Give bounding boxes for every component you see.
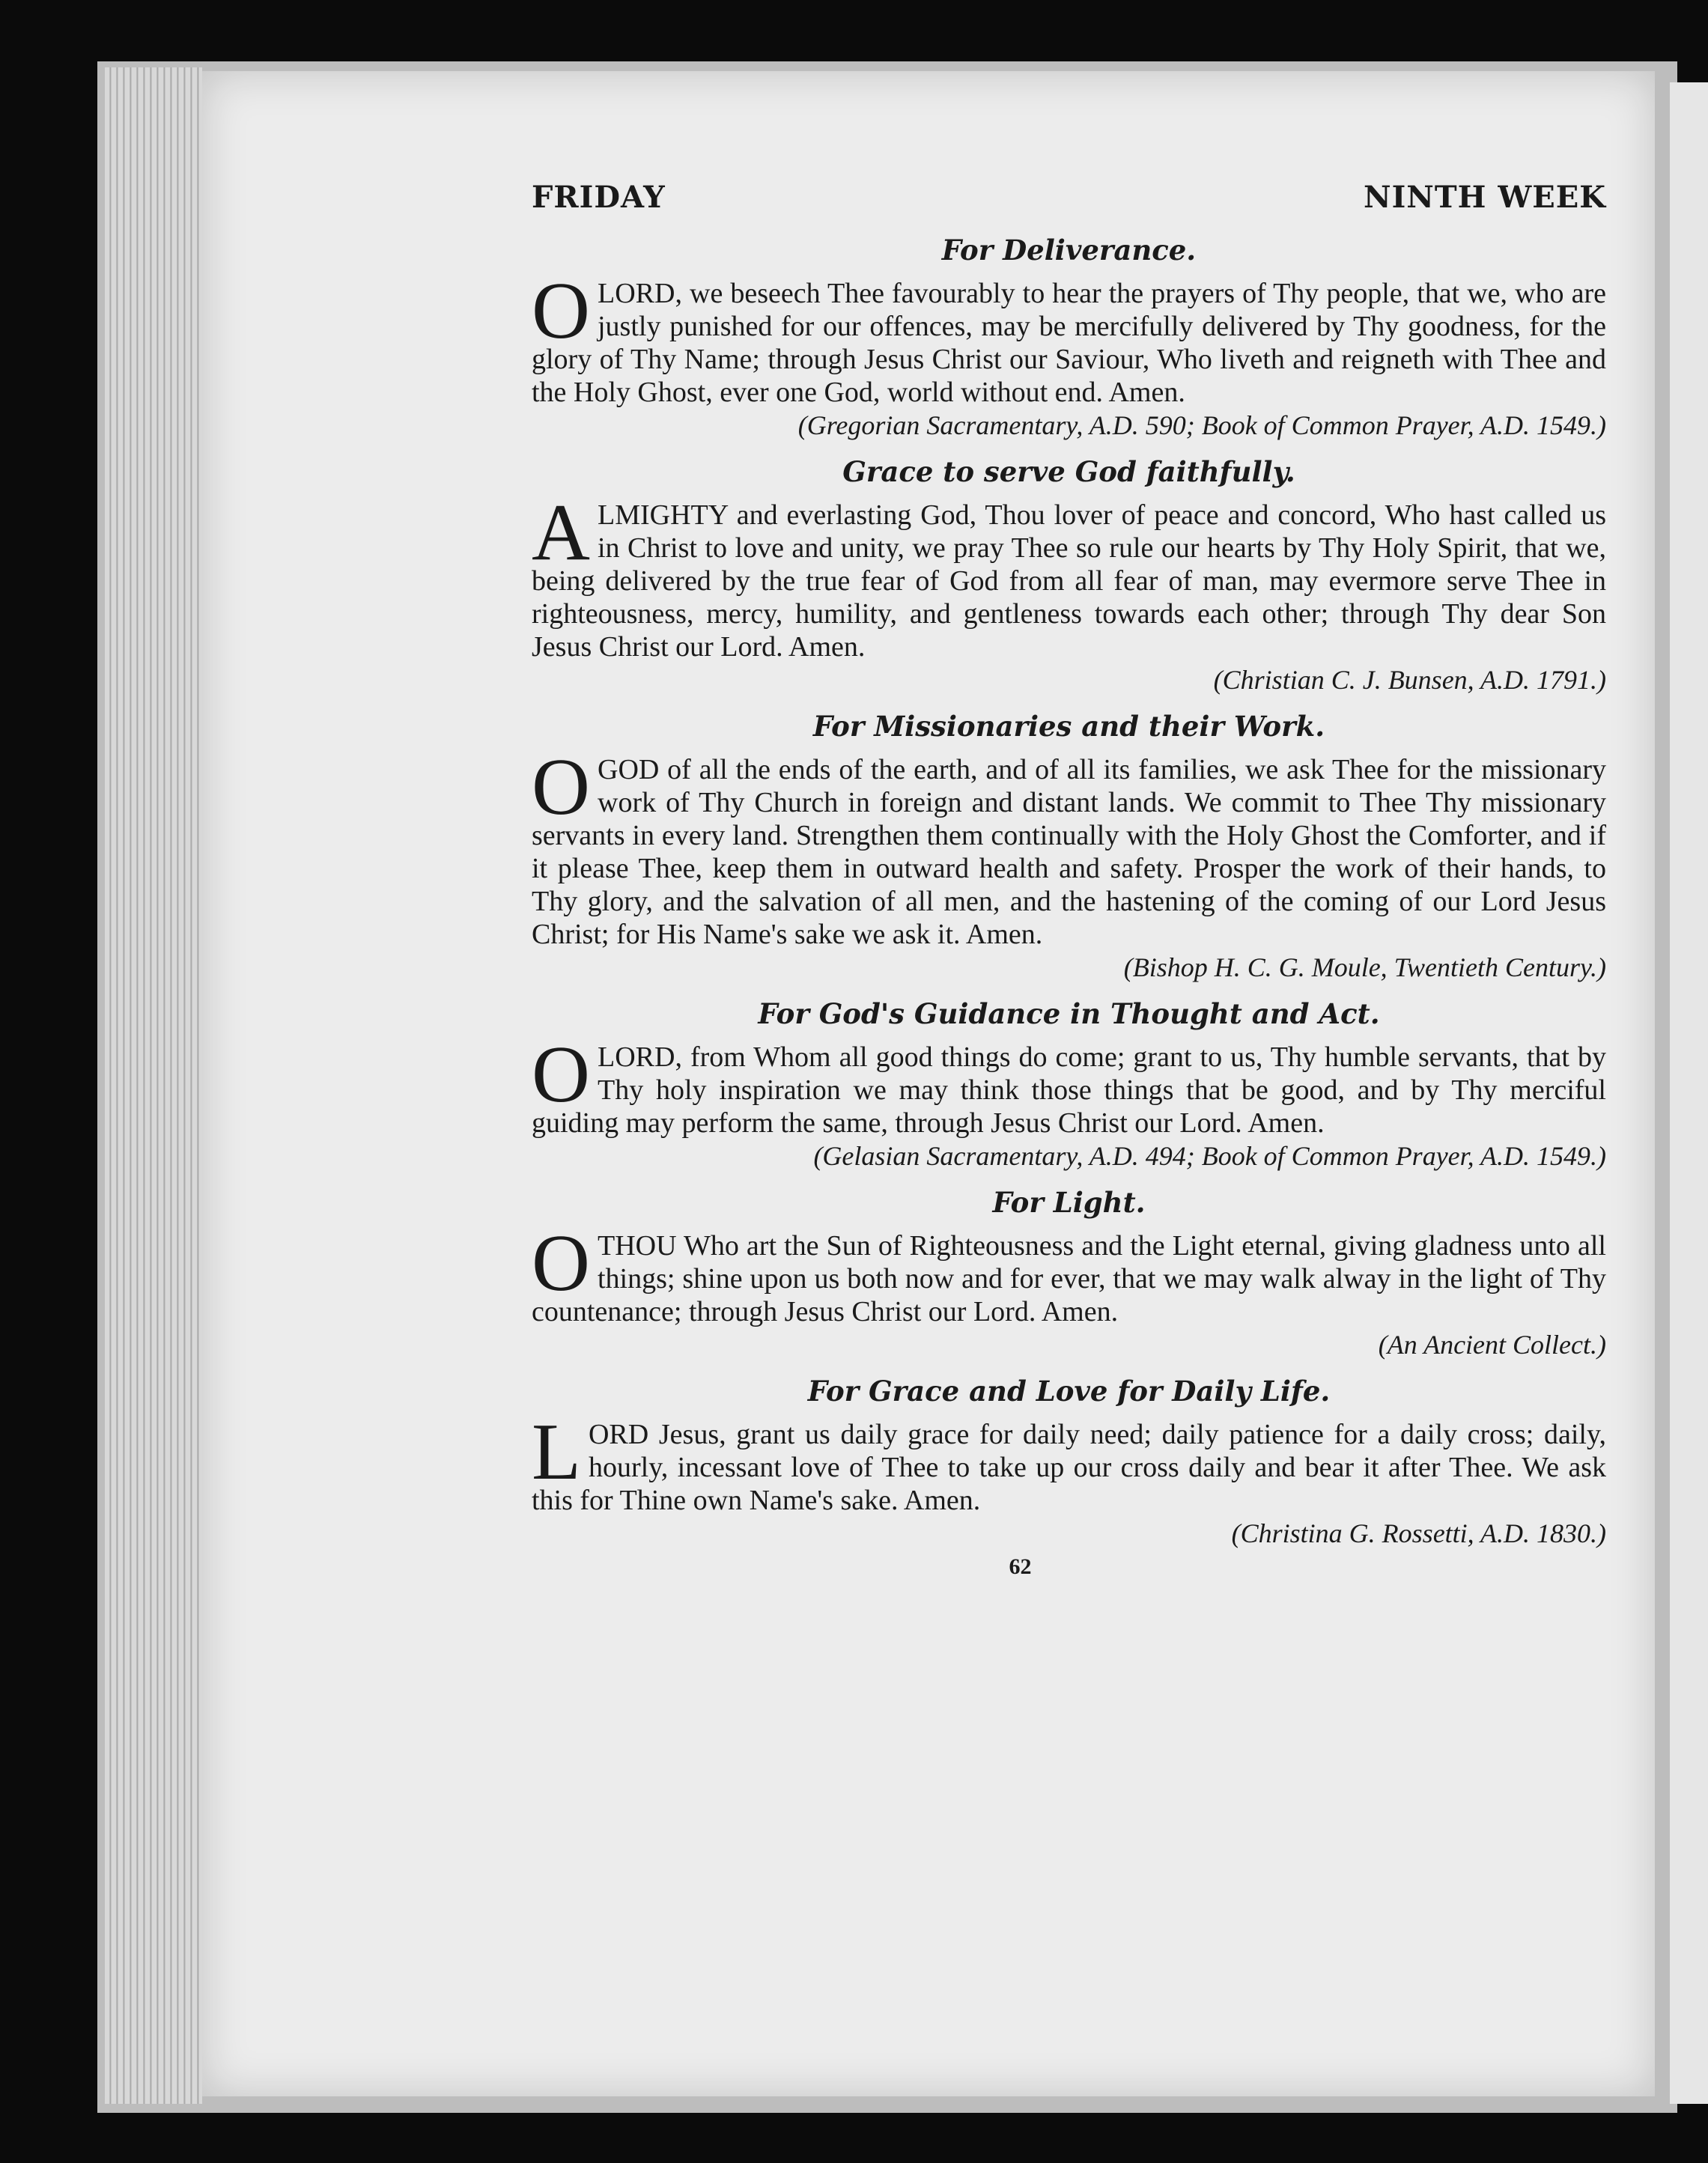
- prayer-text: [532, 488, 1606, 663]
- prayer-text: [532, 1408, 1606, 1517]
- drop-cap: O: [532, 267, 590, 356]
- prayer-body: ORD Jesus, grant us daily grace for daily need; daily patience for a daily cross; daily, hourly, incessant love of Thee to take up our cross daily and bear it after Thee. We ask this for Thine own Name's sake. Amen.: [532, 1419, 1606, 1516]
- prayer-title: For Missionaries and their Work.: [812, 710, 1325, 743]
- prayer-title: For Deliverance.: [941, 234, 1197, 267]
- drop-cap: O: [532, 1219, 590, 1308]
- prayer-attribution: (Gregorian Sacramentary, A.D. 590; Book of Common Prayer, A.D. 1549.): [797, 410, 1606, 440]
- prayer-body: GOD of all the ends of the earth, and of all its families, we ask Thee for the missionary work of Thy Church in foreign and distant lands. We commit to Thee Thy missionary servants in every land. Strengthen them continually with the Holy Ghost the Comforter, and if it please Thee, keep them in outward health and safety. Prosper the work of their hands, to Thy glory, and the salvation of all men, and the hastening of the coming of our Lord Jesus Christ; for His Name's sake we ask it. Amen.: [532, 754, 1606, 950]
- drop-cap: O: [532, 743, 590, 832]
- running-head-day: FRIDAY: [532, 180, 666, 215]
- prayer-text: [532, 743, 1606, 951]
- prayer-section: [532, 234, 1606, 442]
- page-content: [532, 180, 1606, 1580]
- prayer-title: For Light.: [992, 1186, 1146, 1219]
- running-head-week: NINTH WEEK: [1364, 180, 1606, 215]
- prayer-title: For Grace and Love for Daily Life.: [807, 1375, 1331, 1408]
- prayer-attribution: (Bishop H. C. G. Moule, Twentieth Century.): [1123, 952, 1606, 982]
- prayer-body: LORD, from Whom all good things do come; grant to us, Thy humble servants, that by Thy holy inspiration we may think those things that be good, and by Thy merciful guiding may perform the same, through Jesus Christ our Lord. Amen.: [532, 1041, 1606, 1139]
- page-edges: [105, 67, 202, 2104]
- prayer-attribution: (Gelasian Sacramentary, A.D. 494; Book of Common Prayer, A.D. 1549.): [813, 1141, 1606, 1171]
- facing-page-edge: [1670, 82, 1708, 2104]
- prayer-attribution: (Christian C. J. Bunsen, A.D. 1791.): [1213, 665, 1606, 695]
- prayer-text: [532, 1219, 1606, 1328]
- running-head: [532, 180, 1606, 225]
- prayer-section: [532, 455, 1606, 696]
- prayer-section: [532, 710, 1606, 984]
- prayer-attribution: (An Ancient Collect.): [1378, 1330, 1606, 1360]
- prayer-body: THOU Who art the Sun of Righteousness and the Light eternal, giving gladness unto all things; shine upon us both now and for ever, that we may walk alway in the light of Thy countenance; through Jesus Christ our Lord. Amen.: [532, 1230, 1606, 1327]
- prayer-text: [532, 267, 1606, 409]
- prayer-body: LMIGHTY and everlasting God, Thou lover of peace and concord, Who hast called us in Christ to love and unity, we pray Thee so rule our hearts by Thy Holy Spirit, that we, being delivered by the true fear of God from all fear of man, may evermore serve Thee in righteousness, mercy, humility, and gentleness towards each other; through Thy dear Son Jesus Christ our Lord. Amen.: [532, 499, 1606, 663]
- prayer-title: Grace to serve God faithfully.: [842, 455, 1295, 488]
- page-number: 62: [1009, 1554, 1032, 1579]
- prayer-attribution: (Christina G. Rossetti, A.D. 1830.): [1231, 1518, 1606, 1548]
- drop-cap: A: [532, 488, 590, 577]
- prayer-section: [532, 997, 1606, 1172]
- prayer-title: For God's Guidance in Thought and Act.: [758, 997, 1380, 1030]
- prayer-body: LORD, we beseech Thee favourably to hear the prayers of Thy people, that we, who are justly punished for our offences, may be mercifully delivered by Thy goodness, for the glory of Thy Name; through Jesus Christ our Saviour, Who liveth and reigneth with Thee and the Holy Ghost, ever one God, world without end. Amen.: [532, 278, 1606, 408]
- drop-cap: L: [532, 1408, 581, 1497]
- drop-cap: O: [532, 1030, 590, 1119]
- prayer-section: [532, 1375, 1606, 1550]
- prayer-text: [532, 1030, 1606, 1140]
- prayer-section: [532, 1186, 1606, 1361]
